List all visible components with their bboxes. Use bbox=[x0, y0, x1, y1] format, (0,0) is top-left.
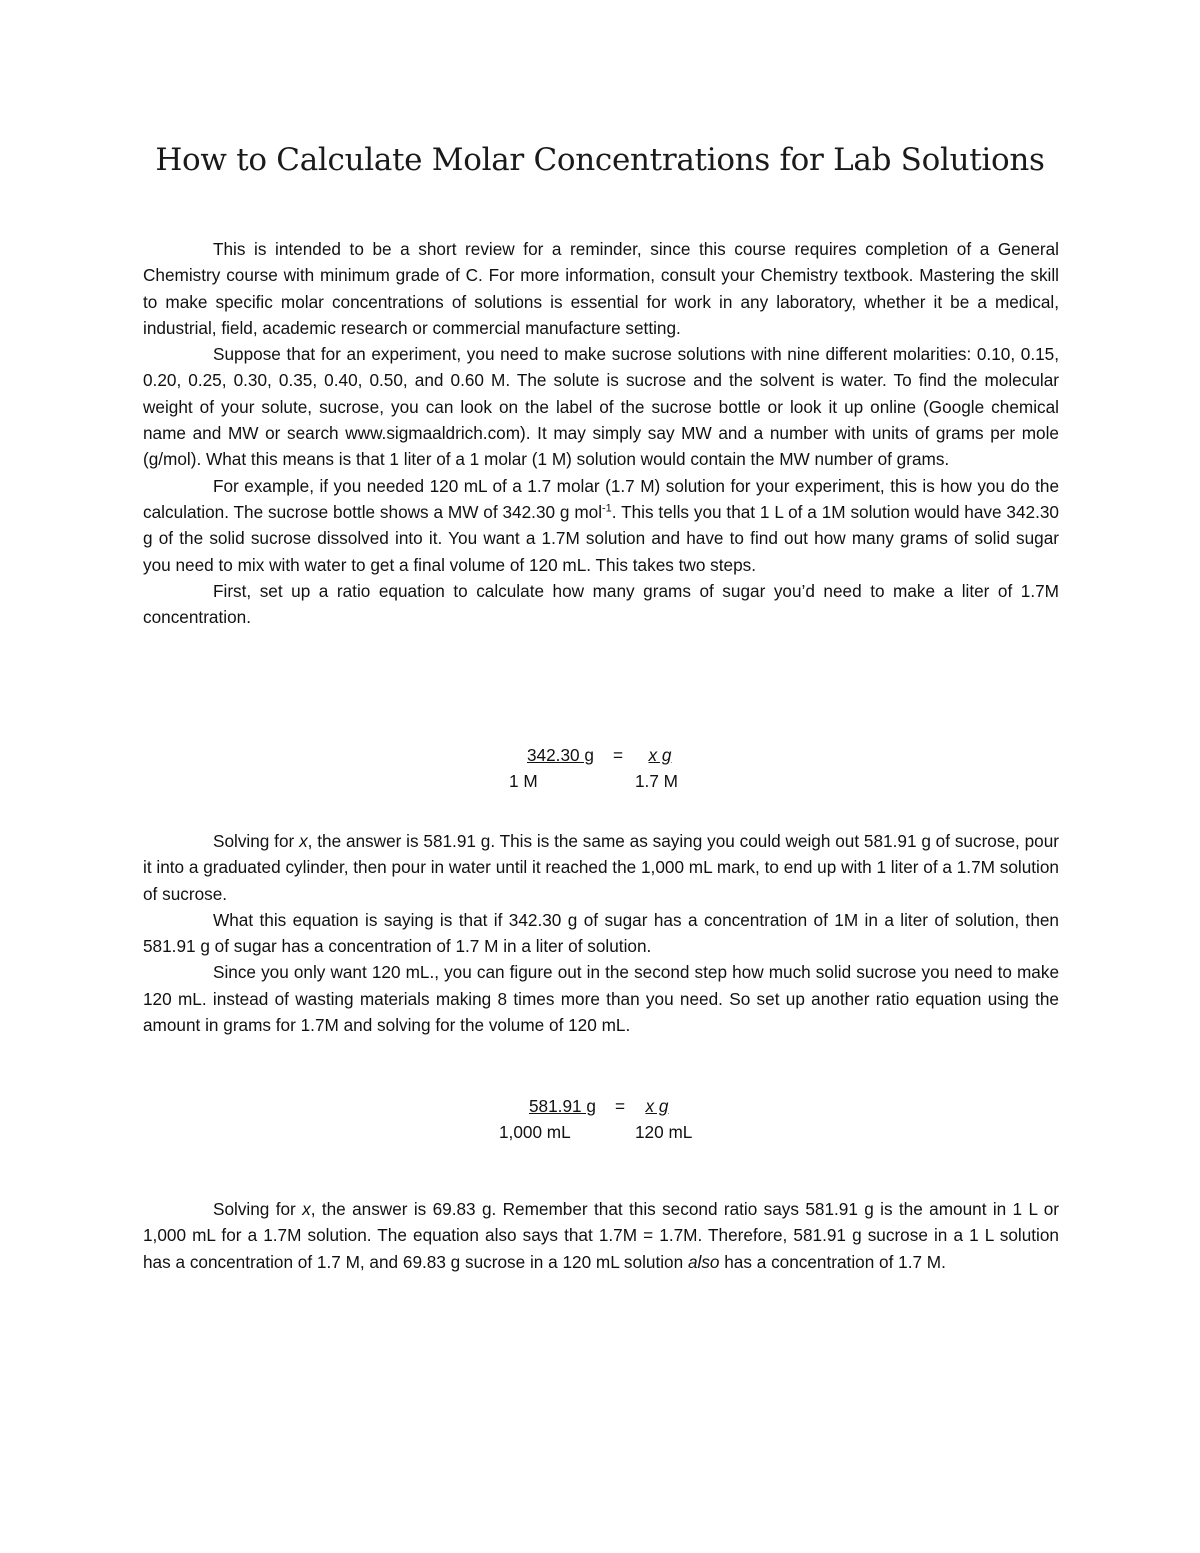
eq2-denominator-left: 1,000 mL bbox=[499, 1122, 571, 1142]
paragraph-solving-2 bbox=[143, 1196, 1059, 1275]
eq1-denominator-right: 1.7 M bbox=[635, 771, 678, 791]
paragraph-solving-1-text-1: Solving for bbox=[213, 831, 300, 851]
eq2-numerator-left: 581.91 g bbox=[529, 1096, 596, 1116]
body-section-2 bbox=[143, 828, 1059, 1038]
emphasis-also: also bbox=[687, 1251, 720, 1272]
body-section-1 bbox=[143, 236, 1059, 630]
superscript-minus-one: -1 bbox=[602, 502, 612, 515]
variable-x: x bbox=[299, 831, 308, 851]
paragraph-example-text-1: For example, if you needed 120 mL of a 1.7 molar (1.7 M) solution for your experiment, this is how you do the calculation. The sucrose bottle shows a MW of 342.30 g mol bbox=[143, 475, 1059, 522]
paragraph-solving-2-text-2: , the answer is 69.83 g. Remember that this second ratio says 581.91 g is the amount in 1 L or 1,000 mL for a 1.7M solution. The equation also says that 1.7M = 1.7M. Therefore, 581.91 g sucrose in a 1 L solution has a concentration of 1.7 M, and 69.83 g sucrose in a 120 mL solution bbox=[143, 1199, 1059, 1272]
eq1-numerator-right: x g bbox=[648, 745, 672, 765]
paragraph-example bbox=[143, 473, 1059, 578]
paragraph-solving-2-text-1: Solving for bbox=[213, 1199, 303, 1219]
equation-ratio-2 bbox=[0, 1093, 1200, 1149]
document-title: How to Calculate Molar Concentrations for Lab Solutions bbox=[155, 142, 1045, 178]
body-section-3 bbox=[143, 1196, 1059, 1275]
variable-x-2: x bbox=[302, 1199, 311, 1219]
paragraph-solving-1 bbox=[143, 828, 1059, 907]
paragraph-suppose: Suppose that for an experiment, you need to make sucrose solutions with nine different molarities: 0.10, 0.15, 0.20, 0.25, 0.30, 0.35, 0.40, 0.50, and 0.60 M. The solute is sucrose and the solvent is water. To find the molecular weight of your solute, sucrose, you can look on the label of the sucrose bottle or look it up online (Google chemical name and MW or search www.sigmaaldrich.com). It may simply say MW and a number with units of grams per mole (g/mol). What this means is that 1 liter of a 1 molar (1 M) solution would contain the MW number of grams. bbox=[143, 344, 1059, 470]
eq1-numerator-left: 342.30 g bbox=[527, 745, 594, 765]
paragraph-solving-2-text-3: has a concentration of 1.7 M. bbox=[719, 1251, 946, 1272]
paragraph-equation-meaning: What this equation is saying is that if 342.30 g of sugar has a concentration of 1M in a liter of solution, then 581.91 g of sugar has a concentration of 1.7 M in a liter of solution. bbox=[143, 909, 1059, 957]
paragraph-second-step: Since you only want 120 mL., you can figure out in the second step how much solid sucrose you need to make 120 mL. instead of wasting materials making 8 times more than you need. So set up another ratio equation using the amount in grams for 1.7M and solving for the volume of 120 mL. bbox=[143, 962, 1059, 1036]
eq1-denominator-left: 1 M bbox=[509, 771, 538, 791]
eq2-denominator-right: 120 mL bbox=[635, 1122, 693, 1142]
equation-ratio-1 bbox=[0, 742, 1200, 798]
paragraph-example-text-2: . This tells you that 1 L of a 1M solution would have 342.30 g of the solid sucrose dissolved into it. You want a 1.7M solution and have to find out how many grams of solid sugar you need to mix with water to get a final volume of 120 mL. This takes two steps. bbox=[143, 501, 1059, 575]
paragraph-solving-1-text-2: , the answer is 581.91 g. This is the same as saying you could weigh out 581.91 g of sucrose, pour it into a graduated cylinder, then pour in water until it reached the 1,000 mL mark, to end up with 1 liter of a 1.7M solution of sucrose. bbox=[143, 831, 1059, 904]
eq2-numerator-right: x g bbox=[645, 1096, 669, 1116]
paragraph-intro: This is intended to be a short review for a reminder, since this course requires completion of a General Chemistry course with minimum grade of C. For more information, consult your Chemistry textbook. Mastering the skill to make specific molar concentrations of solutions is essential for work in any laboratory, whether it be a medical, industrial, field, academic research or commercial manufacture setting. bbox=[143, 239, 1059, 338]
paragraph-first-step: First, set up a ratio equation to calculate how many grams of sugar you’d need to make a liter of 1.7M concentration. bbox=[143, 580, 1059, 628]
eq1-equals-sign: = bbox=[613, 745, 624, 765]
eq2-equals-sign: = bbox=[615, 1096, 626, 1116]
